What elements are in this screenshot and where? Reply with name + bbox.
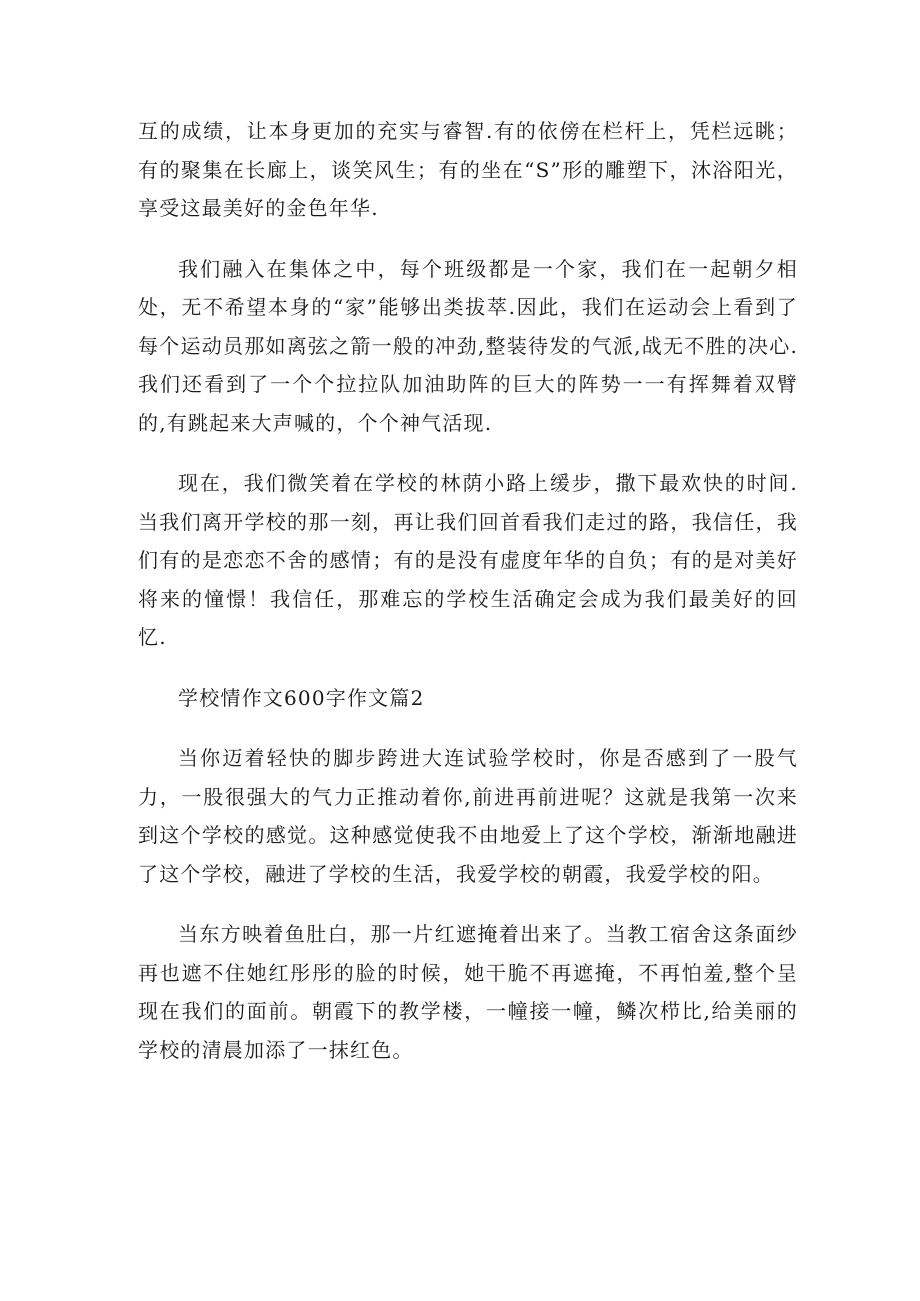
paragraph-2: 我们融入在集体之中，每个班级都是一个家，我们在一起朝夕相处，无不希望本身的“家”能够出类拔萃.因此，我们在运动会上看到了每个运动员那如离弦之箭一般的冲劲,整装待发的气派,战无不胜的决心.我们还看到了一个个拉拉队加油助阵的巨大的阵势一一有挥舞着双臂的,有跳起来大声喊的，个个神气活现. [138, 256, 798, 435]
paragraph-4: 当你迈着轻快的脚步跨进大连试验学校时，你是否感到了一股气力，一股很强大的气力正推动着你,前进再前进呢？这就是我第一次来到这个学校的感觉。这种感觉使我不由地爱上了这个学校，渐渐地融进了这个学校，融进了学校的生活，我爱学校的朝霞，我爱学校的阳。 [138, 746, 798, 886]
document-page [138, 112, 798, 1091]
paragraph-5: 当东方映着鱼肚白，那一片红遮掩着出来了。当教工宿舍这条面纱再也遮不住她红彤彤的脸的时候，她干脆不再遮掩，不再怕羞,整个呈现在我们的面前。朝霞下的教学楼，一幢接一幢，鳞次栉比,给美丽的学校的清晨加添了一抹红色。 [138, 922, 798, 1062]
paragraph-1: 互的成绩，让本身更加的充实与睿智.有的依傍在栏杆上，凭栏远眺；有的聚集在长廊上，谈笑风生；有的坐在“S”形的雕塑下，沐浴阳光，享受这最美好的金色年华. [138, 119, 798, 220]
paragraph-3: 现在，我们微笑着在学校的林荫小路上缓步，撒下最欢快的时间.当我们离开学校的那一刻，再让我们回首看我们走过的路，我信任，我们有的是恋恋不舍的感情；有的是没有虚度年华的自负；有的是对美好将来的憧憬！我信任，那难忘的学校生活确定会成为我们最美好的回忆. [138, 471, 798, 649]
section-heading: 学校情作文600字作文篇2 [178, 685, 425, 710]
